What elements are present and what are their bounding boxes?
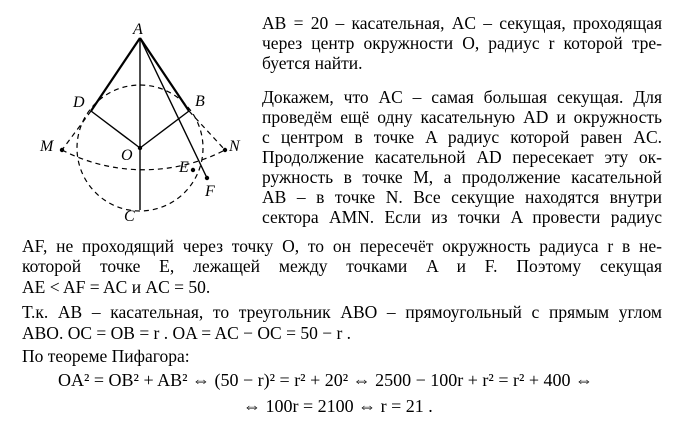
label-O: O <box>121 147 133 164</box>
text-line-1: AB = 20 – касательная, AC – секущая, проходящая <box>262 13 662 33</box>
point-O <box>138 146 142 150</box>
text-line-16: По теореме Пифагора: <box>22 346 190 366</box>
label-F: F <box>205 183 215 200</box>
text-line-12: которой точке E, лежащей между точками A и F. Поэтому секущая <box>22 256 662 276</box>
point-N <box>223 148 227 152</box>
tangent-AD <box>91 38 140 111</box>
text-line-5: проведём ещё одну касательную AD и окружность <box>262 107 662 127</box>
label-A: A <box>133 21 143 38</box>
tangent-AB <box>140 38 189 111</box>
point-E <box>191 168 195 172</box>
text-line-8: ружность в точке M, а продолжение касательной <box>262 167 662 187</box>
text-line-13: AE < AF = AC и AC = 50. <box>22 277 211 297</box>
text-line-9: AB – в точке N. Все секущие находятся внутри <box>262 187 662 207</box>
text-line-14: Т.к. AB – касательная, то треугольник ABO – прямоугольный с прямым углом <box>22 302 662 322</box>
geometry-figure <box>0 0 250 225</box>
text-line-6: с центром в точке A радиус которой равен AC. <box>262 127 662 147</box>
text-line-3: буется найти. <box>262 53 363 73</box>
point-F <box>205 176 209 180</box>
point-M <box>60 148 64 152</box>
formula-line-2: ⇔ 100r = 2100 ⇔ r = 21 . <box>243 396 433 416</box>
text-line-11: AF, не проходящий через точку O, то он пересечёт окружность радиуса r в не- <box>22 236 662 256</box>
label-M: M <box>40 138 54 155</box>
extension-DM <box>62 111 91 150</box>
text-line-10: сектора AMN. Если из точки A провести радиус <box>262 207 662 227</box>
radius-OD <box>91 111 140 148</box>
formula-line-1: OA² = OB² + AB² ⇔ (50 − r)² = r² + 20² ⇔ 2500 − 100r + r² = r² + 400 ⇔ <box>58 370 594 390</box>
label-B: B <box>195 93 205 110</box>
label-D: D <box>73 94 85 111</box>
label-E: E <box>179 159 189 176</box>
radius-OB <box>140 111 189 148</box>
text-line-7: Продолжение касательной AD пересекает эту ок- <box>262 147 662 167</box>
label-C: C <box>124 208 135 225</box>
text-line-15: ABO. OC = OB = r . OA = AC − OC = 50 − r . <box>22 323 352 343</box>
text-line-4: Докажем, что AC – самая большая секущая. Для <box>262 87 662 107</box>
text-line-2: через центр окружности O, радиус r которой тре- <box>262 33 662 53</box>
label-N: N <box>229 138 240 155</box>
